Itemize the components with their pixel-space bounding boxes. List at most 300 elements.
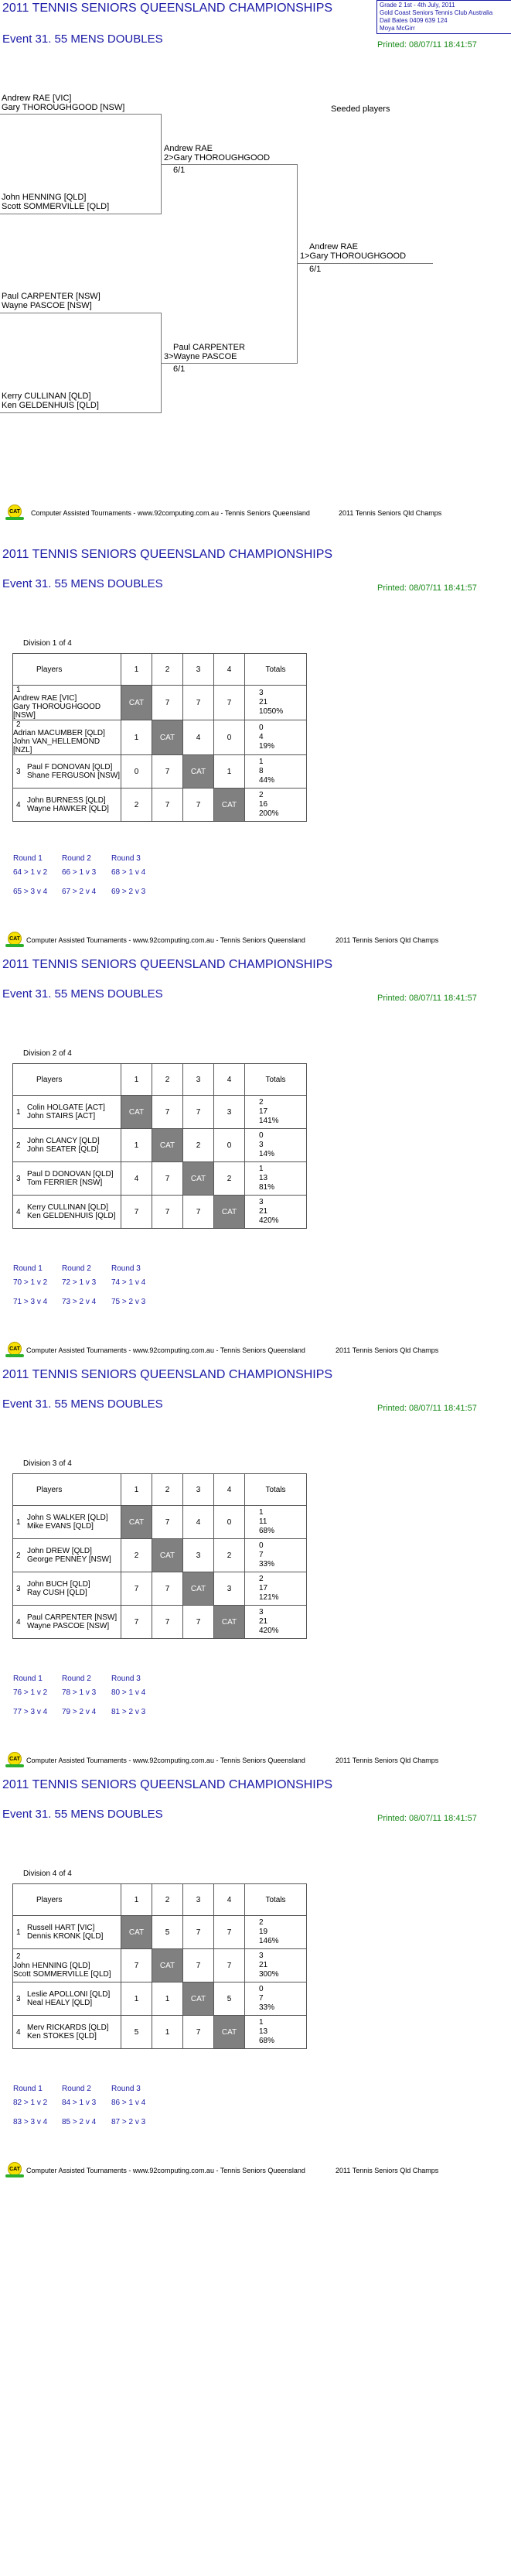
total-value: 1050%: [259, 707, 284, 717]
score-cell: 7: [152, 755, 183, 789]
round-match: 68 > 1 v 4: [111, 868, 146, 877]
total-value: 420%: [259, 1627, 279, 1635]
player-cell: [13, 2016, 121, 2049]
player-names: [13, 729, 121, 754]
total-value: 19%: [259, 742, 275, 751]
score-cell: 7: [214, 686, 245, 720]
player-names: [27, 1924, 103, 1941]
table-row: [13, 1162, 307, 1196]
footer-text: Computer Assisted Tournaments - www.92computing.com.au - Tennis Seniors Queensland: [26, 1346, 305, 1354]
player-number: 3: [16, 767, 21, 776]
event-title: Event 31. 55 MENS DOUBLES: [2, 577, 163, 590]
self-match-cell: CAT: [152, 720, 183, 755]
round-match: 87 > 2 v 3: [111, 2118, 146, 2126]
player-number: 2: [16, 1141, 21, 1150]
player-cell: [13, 1606, 121, 1639]
round-match: 84 > 1 v 3: [62, 2099, 97, 2107]
player-names: [27, 1170, 114, 1187]
division-label: Division 2 of 4: [23, 1049, 72, 1058]
totals-cell: [245, 1949, 307, 1982]
player-name: Ray CUSH [QLD]: [27, 1589, 87, 1597]
table-header: 2: [152, 1474, 183, 1506]
round-match: 85 > 2 v 4: [62, 2118, 97, 2126]
event-title: Event 31. 55 MENS DOUBLES: [2, 1808, 163, 1821]
totals-cell: [245, 1539, 307, 1572]
totals-cell: [245, 720, 307, 755]
printed-timestamp: Printed: 08/07/11 18:41:57: [377, 1814, 477, 1823]
total-value: 21: [259, 1961, 268, 1969]
cat-logo: [8, 932, 24, 947]
table-row: [13, 1506, 307, 1539]
self-match-cell: CAT: [152, 1129, 183, 1162]
player-name: Adrian MACUMBER [QLD]: [13, 729, 105, 738]
footer-right: 2011 Tennis Seniors Qld Champs: [336, 936, 439, 944]
player-name: Paul D DONOVAN [QLD]: [27, 1170, 114, 1179]
player-name: Russell HART [VIC]: [27, 1924, 95, 1932]
cat-logo-badge: CAT: [8, 932, 22, 946]
score-cell: 1: [121, 720, 152, 755]
table-row: [13, 1916, 307, 1949]
player-names: [13, 1962, 111, 1979]
total-value: 300%: [259, 1970, 279, 1979]
table-row: [13, 720, 307, 755]
score-cell: 7: [183, 1196, 214, 1229]
round-label: Round 3: [111, 854, 141, 863]
totals-cell: [245, 1162, 307, 1196]
footer-text: Computer Assisted Tournaments - www.92computing.com.au - Tennis Seniors Queensland: [26, 2167, 305, 2174]
round-label: Round 2: [62, 2085, 91, 2093]
totals-cell: [245, 1129, 307, 1162]
score-cell: 7: [152, 789, 183, 822]
player-name: Gary THOROUGHGOOD [NSW]: [13, 703, 101, 720]
draw-player: Wayne PASCOE [NSW]: [2, 301, 92, 310]
total-value: 8: [259, 767, 264, 776]
player-name: Shane FERGUSON [NSW]: [27, 771, 121, 781]
player-name: Tom FERRIER [NSW]: [27, 1179, 103, 1187]
footer-text: Computer Assisted Tournaments - www.92computing.com.au - Tennis Seniors Queensland: [31, 509, 310, 517]
total-value: 68%: [259, 2037, 275, 2045]
score-cell: 0: [214, 720, 245, 755]
total-value: 11: [259, 1517, 267, 1526]
player-number: 3: [16, 1584, 21, 1593]
round-match: 83 > 3 v 4: [13, 2118, 48, 2126]
self-match-cell: CAT: [214, 2016, 245, 2049]
draw-player: Gary THOROUGHGOOD [NSW]: [2, 103, 125, 112]
total-value: 2: [259, 1575, 264, 1583]
total-value: 81%: [259, 1183, 275, 1192]
score-cell: 5: [121, 2016, 152, 2049]
draw-semifinal: Paul CARPENTER: [173, 343, 245, 352]
total-value: 7: [259, 1551, 264, 1559]
table-header: Totals: [245, 654, 307, 686]
table-row: [13, 2016, 307, 2049]
draw-score: 6/1: [173, 166, 186, 175]
total-value: 33%: [259, 1560, 275, 1569]
page-title: 2011 TENNIS SENIORS QUEENSLAND CHAMPIONSHIPS: [2, 1368, 333, 1381]
player-number: 1: [16, 686, 21, 694]
table-header: Totals: [245, 1884, 307, 1916]
totals-cell: [245, 686, 307, 720]
round-match: 86 > 1 v 4: [111, 2099, 146, 2107]
player-cell: [13, 1949, 121, 1982]
division-label: Division 4 of 4: [23, 1870, 72, 1878]
table-header: 2: [152, 1064, 183, 1096]
player-cell: [13, 1506, 121, 1539]
player-number: 2: [16, 720, 21, 730]
self-match-cell: CAT: [214, 789, 245, 822]
score-cell: 7: [183, 686, 214, 720]
round-match: 71 > 3 v 4: [13, 1298, 48, 1306]
score-cell: 7: [214, 1916, 245, 1949]
table-header: 2: [152, 654, 183, 686]
player-number: 2: [16, 1952, 21, 1962]
round-label: Round 3: [111, 1675, 141, 1683]
info-line: Moya McGirr: [380, 25, 415, 32]
score-cell: 7: [183, 2016, 214, 2049]
player-name: Colin HOLGATE [ACT]: [27, 1103, 105, 1112]
totals-cell: [245, 1096, 307, 1129]
total-value: 14%: [259, 1150, 275, 1158]
table-header: 4: [214, 1474, 245, 1506]
info-line: Grade 2 1st - 4th July, 2011: [380, 2, 455, 9]
table-row: [13, 1572, 307, 1606]
round-match: 64 > 1 v 2: [13, 868, 48, 877]
round-match: 76 > 1 v 2: [13, 1688, 48, 1697]
totals-cell: [245, 1572, 307, 1606]
total-value: 3: [259, 1952, 264, 1960]
total-value: 0: [259, 1131, 264, 1140]
table-row: [13, 789, 307, 822]
player-names: [27, 1547, 111, 1564]
score-cell: 7: [183, 789, 214, 822]
table-header: 3: [183, 1064, 214, 1096]
printed-timestamp: Printed: 08/07/11 18:41:57: [377, 994, 477, 1003]
totals-cell: [245, 2016, 307, 2049]
score-cell: 7: [183, 1916, 214, 1949]
total-value: 4: [259, 733, 264, 742]
total-value: 21: [259, 1617, 268, 1626]
self-match-cell: CAT: [121, 1916, 152, 1949]
draw-semifinal: Andrew RAE: [164, 144, 213, 153]
score-cell: 1: [214, 755, 245, 789]
draw-player: Andrew RAE [VIC]: [2, 94, 72, 103]
self-match-cell: CAT: [152, 1539, 183, 1572]
score-cell: 5: [214, 1982, 245, 2016]
round-label: Round 2: [62, 1264, 91, 1273]
total-value: 0: [259, 1541, 264, 1550]
self-match-cell: CAT: [183, 1162, 214, 1196]
round-label: Round 3: [111, 1264, 141, 1273]
player-number: 3: [16, 1994, 21, 2003]
score-cell: 4: [183, 720, 214, 755]
score-cell: 2: [121, 1539, 152, 1572]
total-value: 17: [259, 1107, 268, 1116]
player-names: [13, 694, 121, 720]
score-cell: 3: [183, 1539, 214, 1572]
info-line: Dail Bates 0409 639 124: [380, 17, 448, 24]
self-match-cell: CAT: [183, 1572, 214, 1606]
total-value: 21: [259, 1207, 268, 1216]
division-label: Division 3 of 4: [23, 1459, 72, 1468]
player-name: Paul F DONOVAN [QLD]: [27, 763, 113, 772]
score-cell: 7: [152, 1162, 183, 1196]
draw-semifinal: 3>Wayne PASCOE: [164, 352, 237, 361]
table-header: 3: [183, 1474, 214, 1506]
score-cell: 7: [183, 1606, 214, 1639]
round-label: Round 3: [111, 2085, 141, 2093]
total-value: 3: [259, 1141, 264, 1149]
score-cell: 1: [152, 2016, 183, 2049]
printed-timestamp: Printed: 08/07/11 18:41:57: [377, 583, 477, 593]
total-value: 3: [259, 1198, 264, 1206]
round-label: Round 1: [13, 2085, 43, 2093]
score-cell: 1: [121, 1982, 152, 2016]
player-name: John VAN_HELLEMOND [NZL]: [13, 737, 100, 755]
player-names: [27, 2024, 109, 2041]
player-names: [27, 1103, 105, 1120]
total-value: 21: [259, 698, 268, 707]
score-cell: 2: [121, 789, 152, 822]
self-match-cell: CAT: [121, 1506, 152, 1539]
table-header: Totals: [245, 1474, 307, 1506]
totals-cell: [245, 1196, 307, 1229]
score-cell: 7: [152, 1572, 183, 1606]
totals-cell: [245, 1982, 307, 2016]
table-row: [13, 755, 307, 789]
score-cell: 0: [121, 755, 152, 789]
page-title: 2011 TENNIS SENIORS QUEENSLAND CHAMPIONSHIPS: [2, 958, 333, 971]
score-cell: 4: [183, 1506, 214, 1539]
table-header: Players: [13, 1474, 121, 1506]
printed-timestamp: Printed: 08/07/11 18:41:57: [377, 40, 477, 50]
footer-right: 2011 Tennis Seniors Qld Champs: [336, 1346, 439, 1354]
player-cell: [13, 789, 121, 822]
player-number: 3: [16, 1174, 21, 1183]
round-robin-table: [12, 653, 307, 822]
player-name: Kerry CULLINAN [QLD]: [27, 1203, 109, 1212]
round-label: Round 2: [62, 1675, 91, 1683]
table-header: Totals: [245, 1064, 307, 1096]
round-match: 72 > 1 v 3: [62, 1278, 97, 1287]
score-cell: 7: [152, 1196, 183, 1229]
player-cell: [13, 1162, 121, 1196]
total-value: 19: [259, 1928, 268, 1936]
player-number: 4: [16, 800, 21, 809]
total-value: 1: [259, 758, 264, 767]
total-value: 13: [259, 2027, 268, 2036]
table-header: 1: [121, 1474, 152, 1506]
round-match: 77 > 3 v 4: [13, 1708, 48, 1716]
player-name: Mike EVANS [QLD]: [27, 1522, 94, 1531]
round-match: 69 > 2 v 3: [111, 888, 146, 896]
score-cell: 2: [183, 1129, 214, 1162]
score-cell: 7: [183, 1949, 214, 1982]
score-cell: 7: [183, 1096, 214, 1129]
player-names: [27, 763, 120, 780]
total-value: 200%: [259, 809, 279, 819]
score-cell: 0: [214, 1506, 245, 1539]
totals-cell: [245, 1916, 307, 1949]
total-value: 1: [259, 1165, 264, 1173]
total-value: 16: [259, 800, 268, 809]
round-match: 66 > 1 v 3: [62, 868, 97, 877]
round-match: 75 > 2 v 3: [111, 1298, 146, 1306]
total-value: 68%: [259, 1527, 275, 1535]
player-number: 1: [16, 1517, 21, 1527]
totals-cell: [245, 1606, 307, 1639]
self-match-cell: CAT: [183, 1982, 214, 2016]
table-header: Players: [13, 654, 121, 686]
self-match-cell: CAT: [121, 686, 152, 720]
event-title: Event 31. 55 MENS DOUBLES: [2, 32, 163, 46]
table-header: 1: [121, 1064, 152, 1096]
player-name: George PENNEY [NSW]: [27, 1555, 111, 1564]
player-name: John BURNESS [QLD]: [27, 796, 106, 806]
info-line: Gold Coast Seniors Tennis Club Australia: [380, 9, 493, 16]
player-number: 4: [16, 1207, 21, 1216]
player-names: [27, 1137, 100, 1154]
total-value: 146%: [259, 1937, 279, 1945]
totals-cell: [245, 755, 307, 789]
table-header: 1: [121, 1884, 152, 1916]
cat-logo-badge: CAT: [8, 2162, 22, 2176]
table-header: 2: [152, 1884, 183, 1916]
player-name: Wayne HAWKER [QLD]: [27, 805, 109, 814]
player-cell: [13, 1096, 121, 1129]
player-cell: [13, 755, 121, 789]
score-cell: 5: [152, 1916, 183, 1949]
footer-right: 2011 Tennis Seniors Qld Champs: [336, 1757, 439, 1764]
cat-logo: [8, 1342, 24, 1357]
total-value: 13: [259, 1174, 268, 1182]
table-row: [13, 1129, 307, 1162]
round-match: 67 > 2 v 4: [62, 888, 97, 896]
event-title: Event 31. 55 MENS DOUBLES: [2, 1397, 163, 1411]
total-value: 3: [259, 689, 264, 698]
cat-logo: [8, 2162, 24, 2177]
table-header: 3: [183, 654, 214, 686]
table-header: 1: [121, 654, 152, 686]
score-cell: 7: [121, 1196, 152, 1229]
player-name: Neal HEALY [QLD]: [27, 1999, 93, 2007]
player-name: Ken GELDENHUIS [QLD]: [27, 1212, 116, 1220]
tournament-info-box: [376, 0, 511, 34]
player-number: 1: [16, 1107, 21, 1117]
player-name: John SEATER [QLD]: [27, 1145, 99, 1154]
round-match: 73 > 2 v 4: [62, 1298, 97, 1306]
player-name: Wayne PASCOE [NSW]: [27, 1622, 110, 1630]
footer-text: Computer Assisted Tournaments - www.92computing.com.au - Tennis Seniors Queensland: [26, 936, 305, 944]
total-value: 121%: [259, 1593, 279, 1602]
player-cell: [13, 1572, 121, 1606]
total-value: 2: [259, 1918, 264, 1927]
score-cell: 2: [214, 1539, 245, 1572]
page-title: 2011 TENNIS SENIORS QUEENSLAND CHAMPIONSHIPS: [2, 1778, 333, 1791]
score-cell: 3: [214, 1096, 245, 1129]
player-name: John CLANCY [QLD]: [27, 1137, 100, 1145]
player-names: [27, 1990, 110, 2007]
round-robin-table: [12, 1473, 307, 1639]
draw-semifinal: 2>Gary THOROUGHGOOD: [164, 153, 271, 162]
score-cell: 1: [152, 1982, 183, 2016]
self-match-cell: CAT: [214, 1606, 245, 1639]
score-cell: 7: [214, 1949, 245, 1982]
table-header: Players: [13, 1064, 121, 1096]
footer-text: Computer Assisted Tournaments - www.92computing.com.au - Tennis Seniors Queensland: [26, 1757, 305, 1764]
player-name: Paul CARPENTER [NSW]: [27, 1613, 118, 1622]
total-value: 2: [259, 1098, 264, 1107]
total-value: 33%: [259, 2003, 275, 2012]
player-names: [27, 1514, 108, 1531]
score-cell: 1: [121, 1129, 152, 1162]
draw-player: Kerry CULLINAN [QLD]: [2, 392, 91, 401]
player-cell: [13, 1916, 121, 1949]
table-header: 4: [214, 1064, 245, 1096]
score-cell: 2: [214, 1162, 245, 1196]
total-value: 1: [259, 2018, 264, 2027]
draw-player: Scott SOMMERVILLE [QLD]: [2, 202, 110, 211]
printed-timestamp: Printed: 08/07/11 18:41:57: [377, 1404, 477, 1413]
player-name: Merv RICKARDS [QLD]: [27, 2024, 109, 2032]
player-number: 4: [16, 2027, 21, 2037]
score-cell: 7: [121, 1572, 152, 1606]
round-match: 82 > 1 v 2: [13, 2099, 48, 2107]
player-name: John DREW [QLD]: [27, 1547, 92, 1555]
footer-right: 2011 Tennis Seniors Qld Champs: [336, 2167, 439, 2174]
player-cell: [13, 1982, 121, 2016]
total-value: 0: [259, 1985, 264, 1993]
totals-cell: [245, 1506, 307, 1539]
table-row: [13, 1949, 307, 1982]
total-value: 420%: [259, 1216, 279, 1225]
cat-logo: [8, 1752, 24, 1767]
total-value: 44%: [259, 776, 275, 785]
table-row: [13, 686, 307, 720]
player-name: Scott SOMMERVILLE [QLD]: [13, 1969, 111, 1979]
round-match: 80 > 1 v 4: [111, 1688, 146, 1697]
page-title: 2011 TENNIS SENIORS QUEENSLAND CHAMPIONSHIPS: [2, 2, 333, 15]
total-value: 1: [259, 1508, 264, 1517]
total-value: 3: [259, 1608, 264, 1616]
table-row: [13, 1539, 307, 1572]
total-value: 17: [259, 1584, 268, 1592]
table-header: 4: [214, 654, 245, 686]
division-label: Division 1 of 4: [23, 639, 72, 648]
round-match: 65 > 3 v 4: [13, 888, 48, 896]
round-match: 81 > 2 v 3: [111, 1708, 146, 1716]
round-match: 74 > 1 v 4: [111, 1278, 146, 1287]
page-title: 2011 TENNIS SENIORS QUEENSLAND CHAMPIONSHIPS: [2, 548, 333, 561]
round-match: 70 > 1 v 2: [13, 1278, 48, 1287]
round-label: Round 2: [62, 854, 91, 863]
player-name: John STAIRS [ACT]: [27, 1112, 96, 1120]
score-cell: 4: [121, 1162, 152, 1196]
player-number: 4: [16, 1617, 21, 1627]
total-value: 7: [259, 1994, 264, 2003]
round-robin-table: [12, 1883, 307, 2049]
score-cell: 7: [152, 686, 183, 720]
player-names: [27, 1613, 117, 1630]
round-label: Round 1: [13, 854, 43, 863]
player-number: 2: [16, 1551, 21, 1560]
round-match: 79 > 2 v 4: [62, 1708, 97, 1716]
player-cell: [13, 720, 121, 755]
draw-final: Andrew RAE: [309, 242, 358, 251]
table-header: 3: [183, 1884, 214, 1916]
total-value: 2: [259, 791, 264, 800]
player-name: John HENNING [QLD]: [13, 1961, 90, 1970]
draw-final: 1>Gary THOROUGHGOOD: [300, 251, 407, 261]
